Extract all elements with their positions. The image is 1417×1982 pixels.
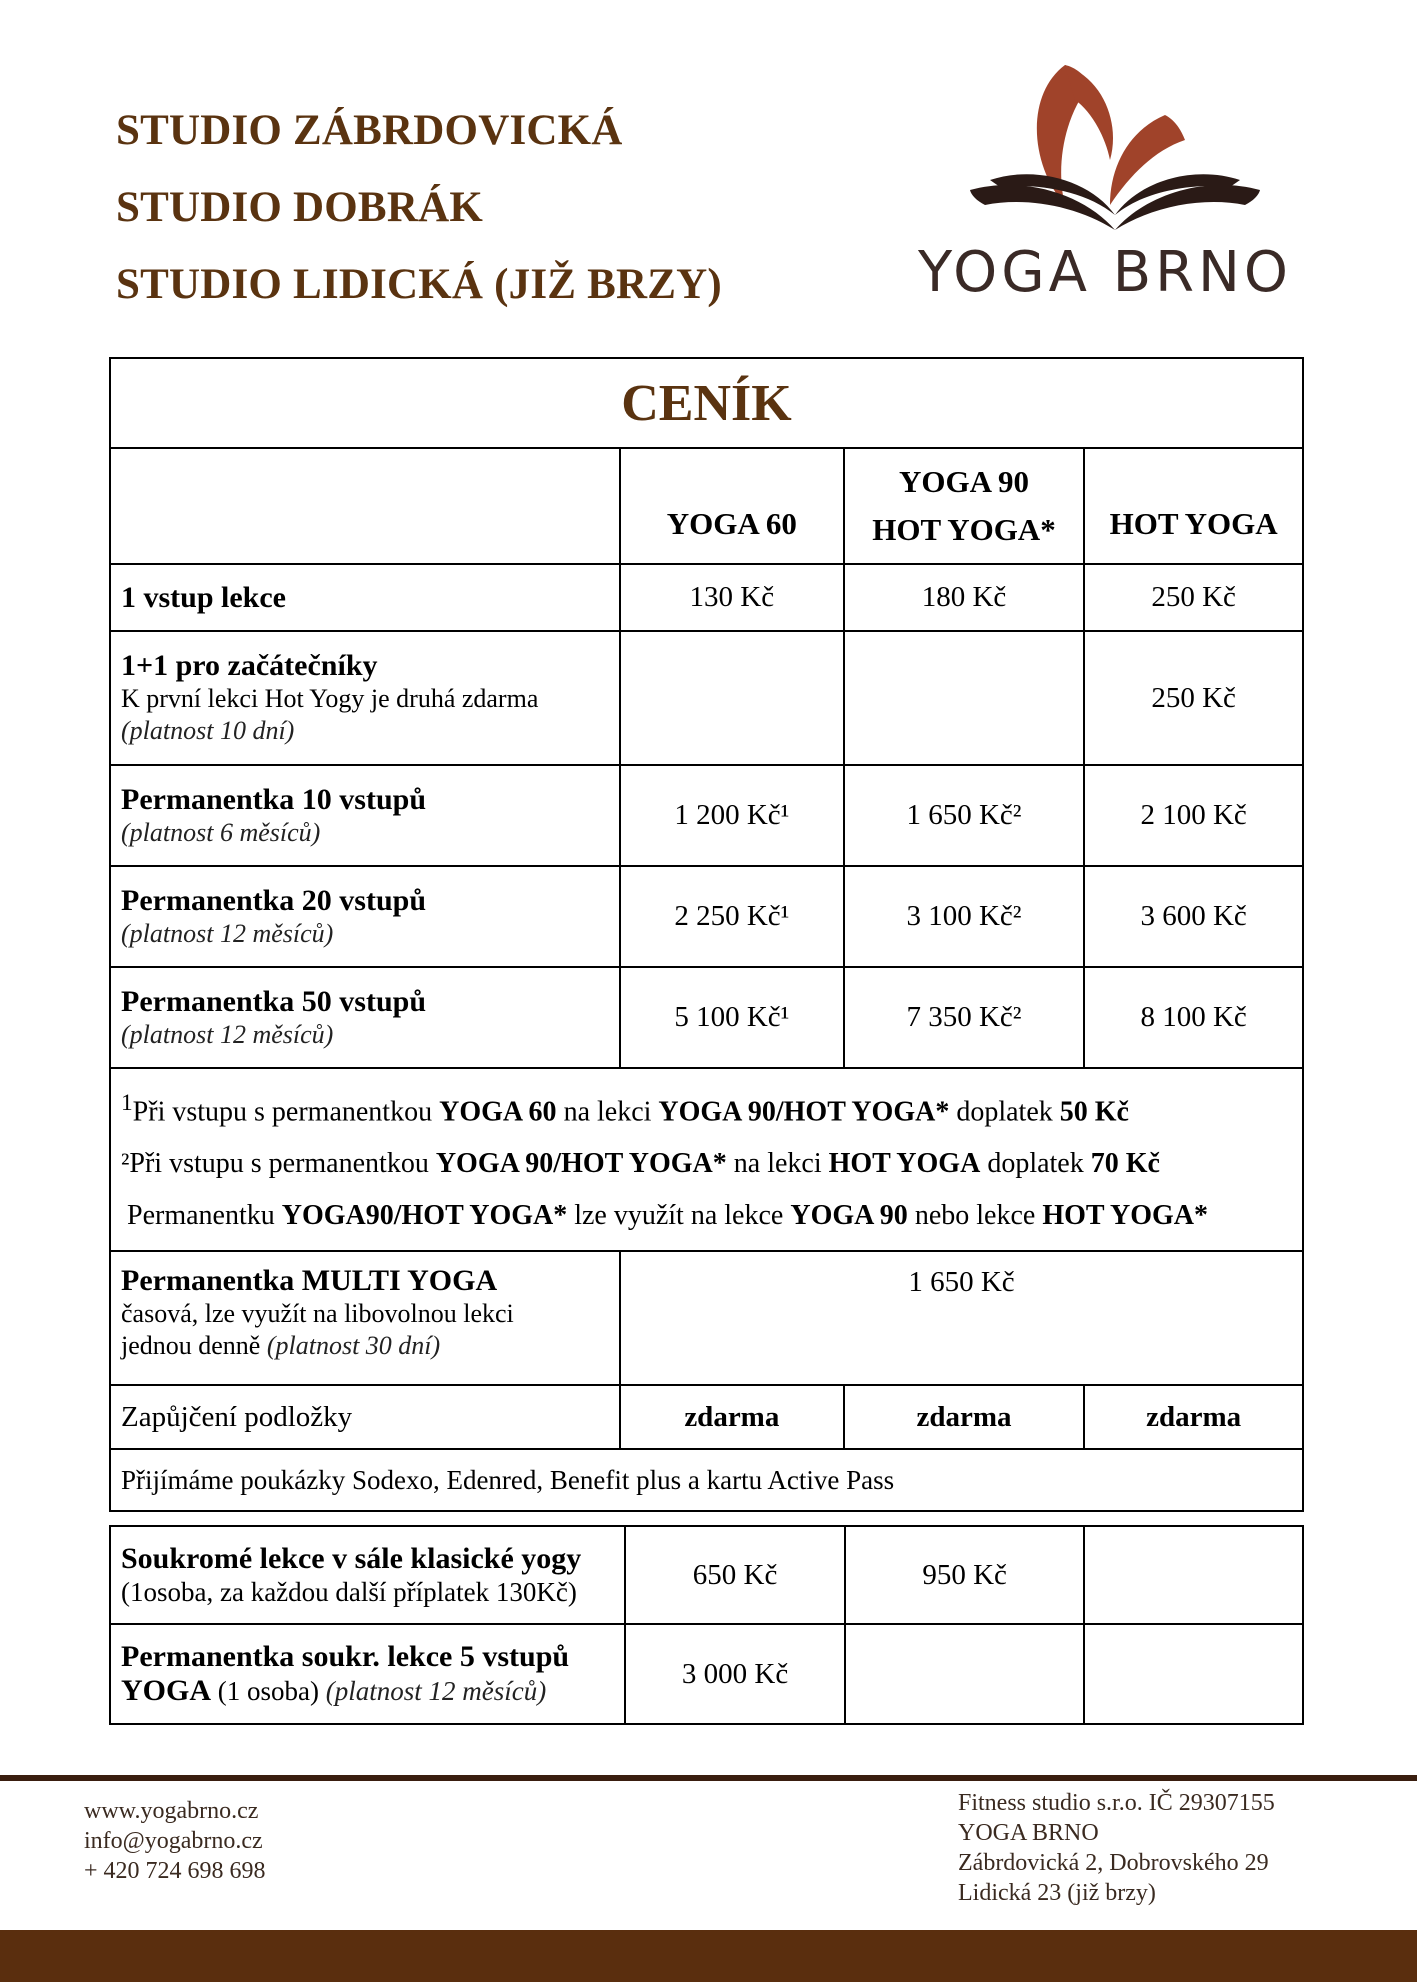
price-cell: 5 100 Kč¹: [620, 967, 844, 1068]
table-row: [110, 866, 1303, 967]
table-row: [110, 1251, 1303, 1385]
header-label: YOGA 90: [898, 464, 1029, 499]
address: Zábrdovická 2, Dobrovského 29: [958, 1850, 1269, 1876]
footnote-marker: ²: [121, 1148, 130, 1180]
price-cell: zdarma: [620, 1385, 844, 1449]
table-row: [110, 1526, 1303, 1624]
footnote-bold: YOGA 90: [790, 1200, 908, 1232]
footnote-bold: HOT YOGA: [828, 1148, 981, 1180]
price-cell: [620, 631, 844, 765]
price-cell: 950 Kč: [845, 1526, 1085, 1624]
table-row: [110, 564, 1303, 631]
price-cell: 1 200 Kč¹: [620, 765, 844, 866]
price-cell: 180 Kč: [844, 564, 1085, 631]
header-empty-cell: [110, 448, 620, 564]
row-label: YOGA: [121, 1674, 211, 1707]
price-cell: zdarma: [844, 1385, 1085, 1449]
row-label: Soukromé lekce v sále klasické yogy: [121, 1542, 582, 1575]
row-sub: (1osoba, za každou další příplatek 130Kč): [121, 1577, 577, 1607]
studio-name: STUDIO ZÁBRDOVICKÁ: [116, 107, 623, 154]
row-label: Permanentka MULTI YOGA: [121, 1264, 498, 1298]
yoga-brno-logo: [915, 55, 1295, 325]
table-row: [110, 765, 1303, 866]
row-label: Permanentka 50 vstupů: [121, 984, 427, 1018]
footnote-text: na lekci: [726, 1148, 829, 1180]
header-yoga90: [844, 448, 1085, 564]
price-cell: 3 000 Kč: [625, 1624, 845, 1724]
phone-number: + 420 724 698 698: [84, 1858, 266, 1884]
row-validity: (platnost 12 měsíců): [325, 1676, 547, 1706]
price-cell: 7 350 Kč²: [844, 967, 1085, 1068]
price-cell: 130 Kč: [620, 564, 844, 631]
footer-bar: [0, 1930, 1417, 1982]
price-cell: 250 Kč: [1084, 564, 1303, 631]
price-cell: 3 100 Kč²: [844, 866, 1085, 967]
table-row: [110, 1449, 1303, 1511]
price-cell: [844, 631, 1085, 765]
header-label: YOGA 60: [666, 506, 797, 541]
footnote-text: doplatek: [980, 1148, 1091, 1180]
footnote-text: nebo lekce: [907, 1200, 1043, 1232]
row-label: Permanentka 20 vstupů: [121, 883, 427, 917]
footnote-1: [121, 1077, 1292, 1138]
row-label: Permanentka 10 vstupů: [121, 782, 427, 816]
row-sub-line: [121, 1330, 609, 1362]
row-label: 1 vstup lekce: [121, 580, 286, 614]
footnote-bold: YOGA90/HOT YOGA*: [281, 1200, 568, 1232]
row-sub: (1 osoba): [211, 1676, 326, 1706]
price-cell: 250 Kč: [1084, 631, 1303, 765]
company-name: Fitness studio s.r.o. IČ 29307155: [958, 1790, 1275, 1816]
footnote-text: doplatek: [949, 1096, 1060, 1128]
footnote-bold: YOGA 90/HOT YOGA*: [435, 1148, 727, 1180]
price-cell: 2 100 Kč: [1084, 765, 1303, 866]
studio-name: STUDIO LIDICKÁ (JIŽ BRZY): [116, 261, 722, 308]
row-validity: (platnost 10 dní): [121, 716, 295, 745]
logo-text: YOGA BRNO: [917, 240, 1293, 305]
row-validity: (platnost 30 dní): [266, 1331, 441, 1361]
row-validity: (platnost 12 měsíců): [121, 918, 334, 948]
price-cell: 1 650 Kč: [620, 1251, 1303, 1385]
footnote-bold: HOT YOGA*: [1042, 1200, 1209, 1232]
footnote-bold: YOGA 60: [439, 1096, 557, 1128]
price-cell: 650 Kč: [625, 1526, 845, 1624]
studio-list: [116, 92, 722, 323]
footnote-3: [121, 1190, 1292, 1242]
footer-contact: [84, 1796, 266, 1886]
table-row: [110, 967, 1303, 1068]
price-cell: [1084, 1526, 1303, 1624]
email-link[interactable]: info@yogabrno.cz: [84, 1828, 263, 1854]
footnote-text: Při vstupu s permanentkou: [129, 1148, 436, 1180]
footnote-marker: 1: [121, 1090, 133, 1116]
table-row: [110, 1624, 1303, 1724]
footnote-text: na lekci: [556, 1096, 659, 1128]
table-row: [110, 631, 1303, 765]
price-cell: 2 250 Kč¹: [620, 866, 844, 967]
footer-company: [958, 1788, 1275, 1908]
header-yoga60: [620, 448, 844, 564]
table-row: [110, 1385, 1303, 1449]
address: Lidická 23 (již brzy): [958, 1880, 1156, 1906]
price-cell: [1084, 1624, 1303, 1724]
header-label: HOT YOGA*: [872, 512, 1056, 547]
footnotes: [110, 1068, 1303, 1251]
vouchers-note: Přijímáme poukázky Sodexo, Edenred, Benefit plus a kartu Active Pass: [110, 1449, 1303, 1511]
table-title: CENÍK: [110, 358, 1303, 448]
lotus-icon: [915, 55, 1295, 255]
studio-name: STUDIO DOBRÁK: [116, 184, 483, 231]
row-label: Permanentka soukr. lekce 5 vstupů: [121, 1640, 570, 1673]
footnote-bold: YOGA 90/HOT YOGA*: [658, 1096, 950, 1128]
row-sub: jednou denně: [121, 1331, 267, 1361]
footnotes-row: [110, 1068, 1303, 1251]
header-label: HOT YOGA: [1109, 506, 1278, 541]
private-lessons-table: [109, 1525, 1304, 1725]
price-cell: 3 600 Kč: [1084, 866, 1303, 967]
price-cell: zdarma: [1084, 1385, 1303, 1449]
price-cell: 8 100 Kč: [1084, 967, 1303, 1068]
row-validity: (platnost 6 měsíců): [121, 817, 321, 847]
footnote-2: [121, 1138, 1292, 1190]
footnote-bold: 70 Kč: [1090, 1148, 1160, 1180]
footnote-text: Při vstupu s permanentkou: [132, 1096, 440, 1128]
price-cell: 1 650 Kč²: [844, 765, 1085, 866]
price-table: [109, 357, 1304, 1512]
row-label: Zapůjčení podložky: [110, 1385, 620, 1449]
row-validity: (platnost 12 měsíců): [121, 1019, 334, 1049]
footer-divider: [0, 1775, 1417, 1781]
brand-name: YOGA BRNO: [958, 1820, 1099, 1846]
row-sub: časová, lze využít na libovolnou lekci: [121, 1299, 514, 1329]
footnote-text: lze využít na lekce: [567, 1200, 791, 1232]
price-cell: [845, 1624, 1085, 1724]
row-sub: K první lekci Hot Yogy je druhá zdarma: [121, 684, 539, 713]
footnote-bold: 50 Kč: [1059, 1096, 1129, 1128]
footnote-text: Permanentku: [127, 1200, 282, 1232]
row-label: 1+1 pro začátečníky: [121, 649, 378, 682]
header-hotyoga: [1084, 448, 1303, 564]
website-link[interactable]: www.yogabrno.cz: [84, 1798, 259, 1824]
